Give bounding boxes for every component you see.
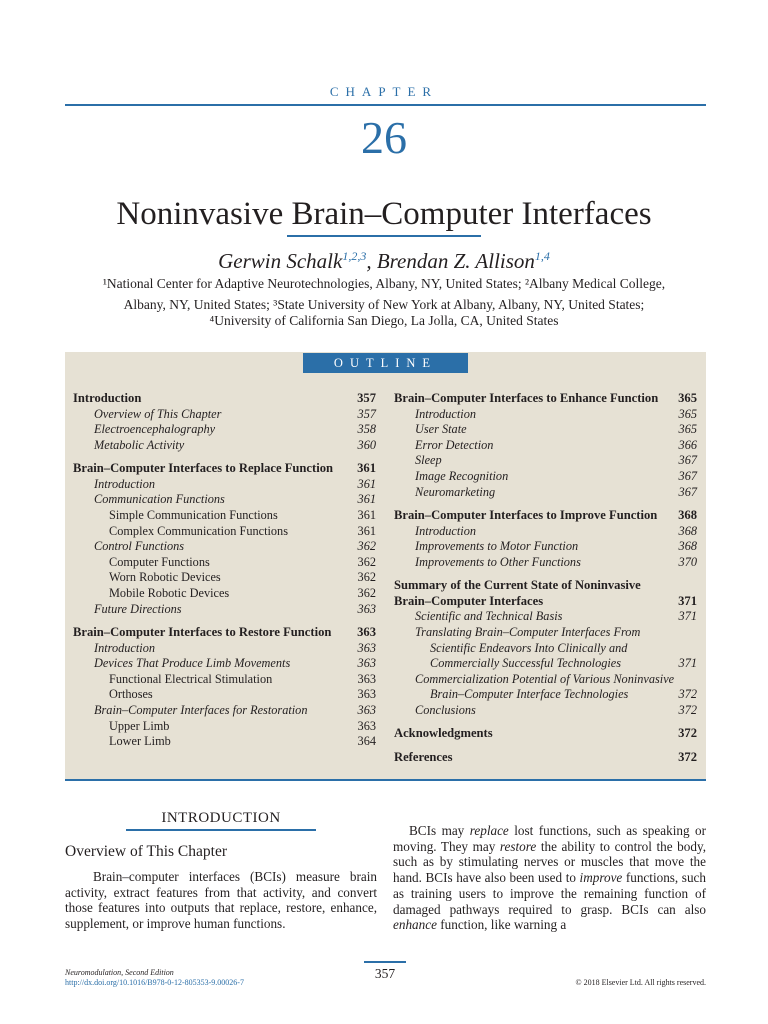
- outline-entry-title: User State: [415, 422, 467, 437]
- outline-entry-title: Introduction: [415, 523, 477, 538]
- outline-entry-title: Translating Brain–Computer Interfaces From: [415, 625, 641, 639]
- outline-entry: [94, 539, 376, 555]
- outline-entry-page: 362: [357, 539, 376, 554]
- outline-entry: [94, 602, 376, 618]
- outline-entry-title: Future Directions: [94, 601, 182, 616]
- emphasis-text: restore: [499, 838, 537, 854]
- author-affiliation-mark: 1,4: [534, 249, 550, 263]
- emphasis-text: improve: [579, 870, 623, 886]
- outline-entry: [415, 555, 697, 571]
- title-underline: [287, 235, 481, 237]
- footer-book-title: Neuromodulation, Second Edition: [65, 968, 174, 977]
- outline-entry: [94, 656, 376, 672]
- outline-entry-title: Worn Robotic Devices: [109, 570, 221, 585]
- outline-entry-title: Orthoses: [109, 687, 153, 702]
- outline-entry-page: 361: [357, 476, 376, 491]
- outline-entry: [430, 641, 697, 657]
- page-number: 357: [374, 966, 396, 981]
- outline-entry-title: Introduction: [94, 640, 156, 655]
- outline-entry-page: 357: [357, 391, 376, 405]
- outline-entry-title: Simple Communication Functions: [109, 508, 278, 522]
- author-name: Gerwin Schalk: [218, 249, 343, 273]
- outline-entry-page: 372: [678, 726, 697, 741]
- outline-entry-title: Brain–Computer Interfaces to Improve Function: [394, 508, 658, 522]
- outline-entry-page: 363: [357, 656, 376, 671]
- author-affiliation-mark: 1,2,3: [342, 249, 367, 263]
- section-heading-underline: [126, 829, 316, 831]
- outline-entry: [394, 391, 697, 407]
- paragraph-text: lost functions, such as speaking or moving. They may: [393, 823, 706, 854]
- outline-entry-title: Improvements to Motor Function: [415, 539, 579, 554]
- outline-entry-title: Electroencephalography: [94, 422, 216, 437]
- emphasis-text: replace: [469, 823, 509, 838]
- outline-entry-page: 371: [678, 609, 697, 624]
- authors: [0, 242, 768, 275]
- outline-entry-page: 361: [357, 523, 376, 538]
- outline-entry-page: 368: [678, 523, 697, 538]
- chapter-title: Noninvasive Brain–Computer Interfaces: [116, 196, 652, 232]
- outline-entry: [415, 524, 697, 540]
- footer-doi-link[interactable]: http://dx.doi.org/10.1016/B978-0-12-805353-9.00026-7: [65, 978, 244, 987]
- subsection-heading: Overview of This Chapter: [65, 843, 227, 860]
- outline-entry: [73, 391, 376, 407]
- outline-entry-page: 372: [678, 687, 697, 702]
- outline-entry-page: 361: [357, 508, 376, 522]
- outline-entry-title: Brain–Computer Interface Technologies: [430, 687, 629, 702]
- outline-entry: [394, 750, 697, 766]
- outline-entry-page: 372: [678, 749, 697, 764]
- outline-entry-page: 363: [357, 625, 376, 639]
- outline-entry-title: Commercialization Potential of Various Noninvasive: [415, 671, 675, 686]
- outline-entry: [109, 570, 376, 586]
- outline-entry-page: 364: [357, 734, 376, 749]
- outline-entry-title: Sleep: [415, 453, 442, 468]
- author-separator: ,: [366, 249, 377, 273]
- outline-entry-page: 362: [357, 586, 376, 600]
- chapter-label: CHAPTER: [329, 84, 439, 99]
- outline-entry-title: Commercially Successful Technologies: [430, 656, 622, 671]
- outline-entry-title: Summary of the Current State of Noninvasive: [394, 578, 641, 593]
- outline-entry-title: Brain–Computer Interfaces to Restore Function: [73, 625, 332, 639]
- outline-entry-title: Lower Limb: [109, 734, 171, 749]
- outline-entry-title: Introduction: [94, 476, 156, 491]
- outline-entry: [415, 625, 697, 641]
- outline-entry-page: 366: [678, 437, 697, 452]
- affiliation-line: ¹National Center for Adaptive Neurotechnologies, Albany, NY, United States; ²Albany Medical College,: [102, 276, 666, 291]
- affiliation-line: Albany, NY, United States; ³State University of New York at Albany, Albany, NY, United States;: [123, 297, 645, 312]
- outline-entry: [430, 687, 697, 703]
- page-number-rule: [364, 961, 406, 963]
- outline-entry: [94, 422, 376, 438]
- outline-entry-title: Control Functions: [94, 539, 185, 554]
- outline-entry-title: Functional Electrical Stimulation: [109, 671, 273, 686]
- outline-entry-page: 357: [357, 406, 376, 421]
- outline-entry: [94, 407, 376, 423]
- outline-entry-title: Error Detection: [415, 437, 494, 452]
- outline-entry-title: References: [394, 749, 453, 764]
- outline-entry: [109, 555, 376, 571]
- outline-entry-title: Brain–Computer Interfaces for Restoration: [94, 703, 308, 717]
- outline-entry: [109, 586, 376, 602]
- outline-entry: [109, 734, 376, 750]
- outline-entry-page: 361: [357, 461, 376, 476]
- outline-entry: [109, 672, 376, 688]
- outline-entry: [415, 438, 697, 454]
- outline-entry-page: 358: [357, 422, 376, 437]
- outline-entry-page: 367: [678, 484, 697, 499]
- outline-label: OUTLINE: [303, 353, 468, 373]
- outline-entry: [415, 453, 697, 469]
- outline-entry: [94, 492, 376, 508]
- outline-entry-title: Introduction: [415, 406, 477, 421]
- outline-entry: [94, 438, 376, 454]
- outline-entry: [94, 641, 376, 657]
- outline-entry-page: 361: [357, 492, 376, 507]
- outline-entry-page: 365: [678, 422, 697, 437]
- paragraph-text: Brain–computer interfaces (BCIs) measure brain activity, extract features from that activity, and convert those features into outputs that replace, restore, enhance, supplement, or improve human functions.: [65, 869, 377, 932]
- outline-entry-page: 363: [357, 687, 376, 702]
- outline-entry-page: 362: [357, 570, 376, 585]
- outline-entry: [109, 687, 376, 703]
- outline-entry-page: 363: [357, 640, 376, 655]
- outline-entry: [415, 469, 697, 485]
- right-column-paragraph: [393, 823, 706, 933]
- outline-entry-title: Overview of This Chapter: [94, 406, 222, 421]
- outline-entry: [394, 508, 697, 524]
- outline-entry-title: Computer Functions: [109, 554, 210, 569]
- outline-entry-page: 371: [678, 593, 697, 608]
- outline-entry: [109, 719, 376, 735]
- outline-entry-title: Brain–Computer Interfaces: [394, 593, 544, 608]
- outline-entry: [394, 578, 697, 594]
- outline-entry: [430, 656, 697, 672]
- outline-entry: [415, 539, 697, 555]
- outline-entry: [73, 461, 376, 477]
- outline-entry: [415, 485, 697, 501]
- outline-entry-title: Neuromarketing: [415, 484, 496, 499]
- outline-entry-title: Metabolic Activity: [94, 437, 185, 452]
- outline-entry-page: 367: [678, 469, 697, 483]
- outline-entry-title: Acknowledgments: [394, 726, 493, 741]
- outline-entry-title: Communication Functions: [94, 492, 225, 507]
- chapter-number: 26: [361, 112, 407, 163]
- outline-entry: [109, 524, 376, 540]
- outline-entry-page: 370: [678, 554, 697, 569]
- header-rule: [65, 104, 706, 106]
- paragraph-text: functions, such as training users to improve the remaining function of damaged pathways required to grasp. BCIs can also: [393, 870, 706, 917]
- outline-entry-title: Upper Limb: [109, 718, 170, 733]
- outline-entry: [109, 508, 376, 524]
- outline-entry-title: Improvements to Other Functions: [415, 554, 581, 569]
- outline-entry-title: Devices That Produce Limb Movements: [94, 656, 291, 671]
- outline-entry: [94, 703, 376, 719]
- outline-entry: [415, 407, 697, 423]
- outline-entry-page: 368: [678, 508, 697, 522]
- outline-entry-page: 372: [678, 703, 697, 717]
- affiliation-line: ⁴University of California San Diego, La Jolla, CA, United States: [209, 313, 559, 328]
- outline-entry-title: Introduction: [73, 391, 142, 405]
- emphasis-text: enhance: [393, 917, 437, 933]
- outline-entry-page: 365: [678, 391, 697, 405]
- outline-entry-page: 360: [357, 437, 376, 452]
- outline-entry-page: 363: [357, 671, 376, 686]
- outline-entry-page: 363: [357, 601, 376, 616]
- outline-entry-page: 363: [357, 703, 376, 717]
- outline-entry-page: 365: [678, 406, 697, 421]
- outline-entry: [415, 672, 697, 688]
- outline-entry: [394, 594, 697, 610]
- outline-entry-title: Conclusions: [415, 703, 476, 717]
- paragraph-text: function, like warning a: [436, 917, 567, 933]
- outline-entry-page: 371: [678, 656, 697, 671]
- outline-entry: [73, 625, 376, 641]
- footer-copyright: © 2018 Elsevier Ltd. All rights reserved.: [575, 978, 706, 987]
- outline-entry-page: 363: [357, 718, 376, 733]
- paragraph-text: BCIs may: [409, 823, 470, 838]
- left-column-paragraph: [65, 869, 377, 932]
- paragraph-text: the ability to control the body, such as by stimulating nerves or muscles that move the hand. BCIs have also been used to: [393, 838, 706, 886]
- outline-entry: [415, 422, 697, 438]
- outline-entry-title: Scientific and Technical Basis: [415, 609, 563, 624]
- outline-entry-title: Complex Communication Functions: [109, 523, 288, 538]
- outline-entry: [415, 703, 697, 719]
- outline-entry: [94, 477, 376, 493]
- outline-entry-title: Scientific Endeavors Into Clinically and: [430, 640, 628, 655]
- outline-bottom-rule: [65, 779, 706, 781]
- outline-entry-title: Image Recognition: [415, 469, 509, 483]
- outline-entry-page: 367: [678, 453, 697, 468]
- outline-entry-title: Mobile Robotic Devices: [109, 586, 230, 600]
- outline-entry-title: Brain–Computer Interfaces to Replace Function: [73, 461, 334, 476]
- outline-entry-page: 362: [357, 554, 376, 569]
- author-name: Brendan Z. Allison: [376, 249, 535, 273]
- outline-entry-page: 368: [678, 539, 697, 554]
- outline-entry: [415, 609, 697, 625]
- outline-entry: [394, 726, 697, 742]
- outline-entry-title: Brain–Computer Interfaces to Enhance Function: [394, 391, 659, 405]
- section-heading: INTRODUCTION: [161, 810, 281, 826]
